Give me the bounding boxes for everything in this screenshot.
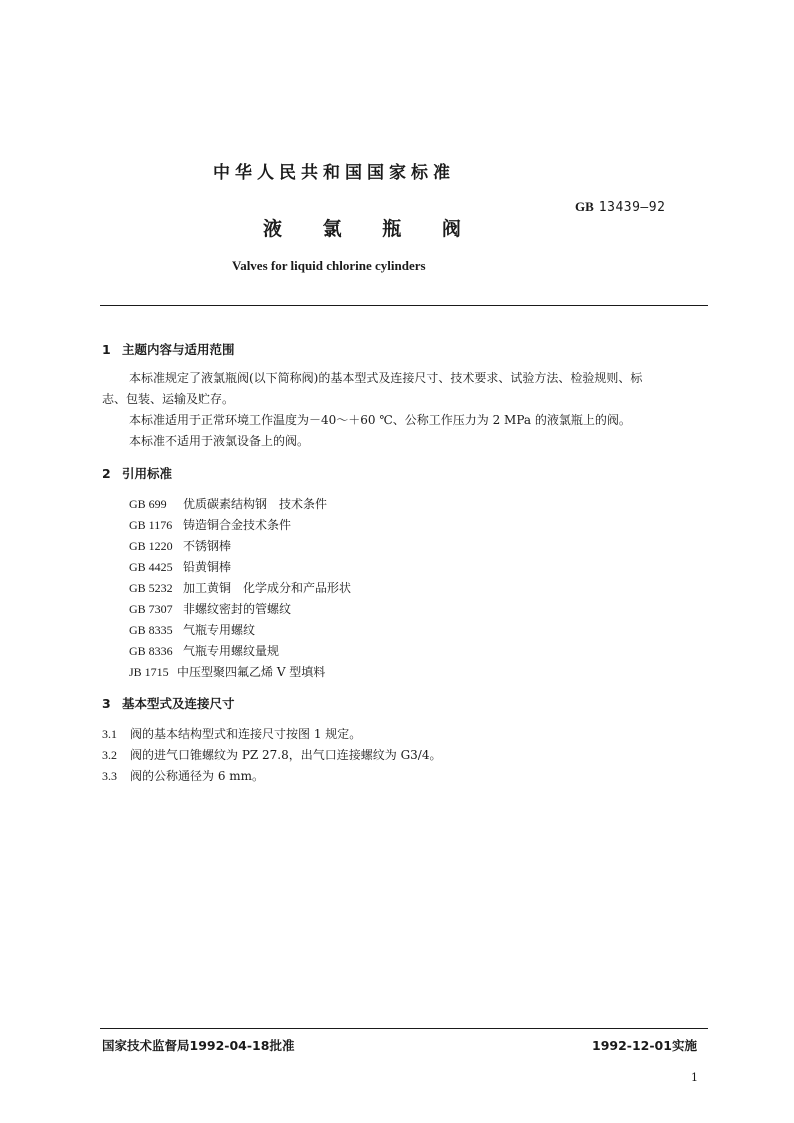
reference-code: JB 1715	[129, 665, 169, 679]
reference-name: 铸造铜合金技术条件	[183, 518, 292, 532]
reference-name: 中压型聚四氟乙烯 V 型填料	[177, 665, 326, 679]
standard-code	[575, 199, 665, 215]
national-standard-title: 中华人民共和国国家标准	[213, 163, 455, 183]
reference-item	[129, 558, 231, 575]
clause-number: 3.2	[102, 748, 117, 762]
clause-item	[102, 746, 441, 763]
section-3-heading	[102, 694, 235, 712]
section-3-number: 3	[102, 696, 111, 711]
reference-code: GB 7307	[129, 602, 173, 616]
reference-name: 加工黄铜 化学成分和产品形状	[183, 581, 352, 595]
standard-code-number: 13439—92	[598, 200, 666, 215]
reference-item	[129, 495, 327, 512]
section-1-para-1-line-1: 本标准规定了液氯瓶阀(以下简称阀)的基本型式及连接尺寸、技术要求、试验方法、检验规则、标	[129, 371, 643, 385]
clause-number: 3.1	[102, 727, 117, 741]
page-number: 1	[691, 1071, 698, 1084]
clause-text: 阀的进气口锥螺纹为 PZ 27.8，出气口连接螺纹为 G3/4。	[130, 748, 442, 762]
standard-code-prefix: GB	[575, 199, 594, 214]
reference-name: 气瓶专用螺纹	[183, 623, 256, 637]
document-title-english: Valves for liquid chlorine cylinders	[232, 258, 426, 273]
section-2-title: 引用标准	[122, 466, 173, 481]
reference-code: GB 8335	[129, 623, 173, 637]
reference-name: 优质碳素结构钢 技术条件	[183, 497, 328, 511]
approval-date: 国家技术监督局1992-04-18批准	[102, 1038, 295, 1053]
section-1-para-1-line-2: 志、包装、运输及贮存。	[102, 392, 235, 406]
reference-code: GB 8336	[129, 644, 173, 658]
section-1-para-2: 本标准适用于正常环境工作温度为－40～＋60 ℃、公称工作压力为 2 MPa 的液氯瓶上的阀。	[129, 413, 631, 427]
implementation-date: 1992-12-01实施	[592, 1038, 697, 1053]
clause-number: 3.3	[102, 769, 117, 783]
reference-code: GB 4425	[129, 560, 173, 574]
section-1-para-3: 本标准不适用于液氯设备上的阀。	[129, 434, 310, 448]
reference-item	[129, 663, 325, 680]
reference-item	[129, 537, 231, 554]
clause-text: 阀的基本结构型式和连接尺寸按图 1 规定。	[130, 727, 362, 741]
reference-item	[129, 516, 291, 533]
reference-code: GB 1176	[129, 518, 173, 532]
clause-text: 阀的公称通径为 6 mm。	[130, 769, 265, 783]
clause-item	[102, 767, 264, 784]
section-1-number: 1	[102, 342, 111, 357]
section-2-heading	[102, 464, 172, 482]
reference-name: 不锈钢棒	[183, 539, 232, 553]
section-1-title: 主题内容与适用范围	[122, 342, 235, 357]
reference-item	[129, 621, 255, 638]
reference-code: GB 699	[129, 497, 167, 511]
reference-name: 气瓶专用螺纹量规	[183, 644, 280, 658]
reference-code: GB 5232	[129, 581, 173, 595]
section-3-title: 基本型式及连接尺寸	[122, 696, 235, 711]
reference-item	[129, 579, 351, 596]
clause-item	[102, 725, 361, 742]
header-divider	[100, 305, 708, 306]
reference-item	[129, 642, 279, 659]
section-1-heading	[102, 340, 235, 358]
document-title: 液 氯 瓶 阀	[263, 218, 478, 240]
reference-code: GB 1220	[129, 539, 173, 553]
reference-item	[129, 600, 291, 617]
footer-divider	[100, 1028, 708, 1029]
reference-name: 非螺纹密封的管螺纹	[183, 602, 292, 616]
section-2-number: 2	[102, 466, 111, 481]
reference-name: 铅黄铜棒	[183, 560, 232, 574]
